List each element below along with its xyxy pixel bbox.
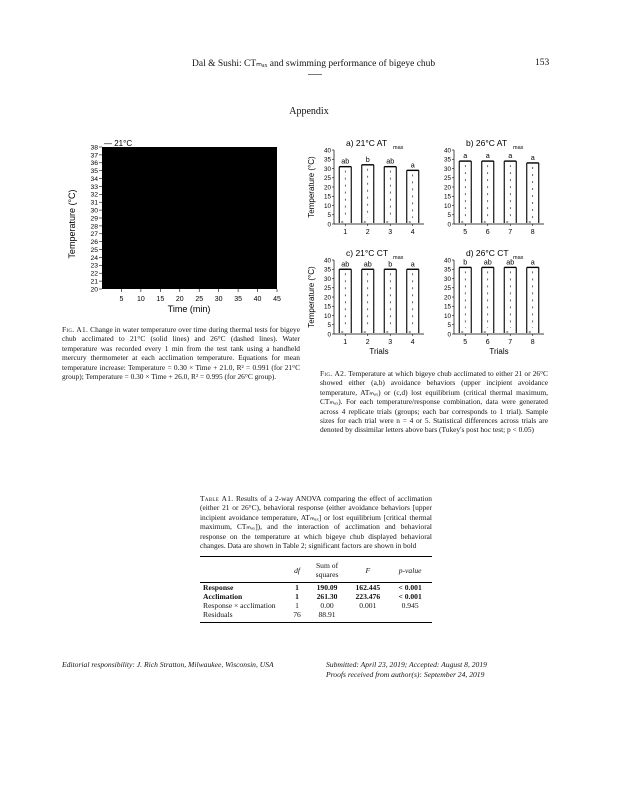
y-tick-label: 20 bbox=[323, 294, 331, 302]
y-tick-label: 38 bbox=[90, 144, 98, 152]
y-tick-label: 25 bbox=[90, 246, 98, 254]
y-tick-label: 35 bbox=[443, 266, 451, 274]
significance-letter: b bbox=[463, 257, 468, 267]
table-cell: < 0.001 bbox=[398, 592, 422, 601]
y-tick-label: 10 bbox=[443, 202, 451, 210]
x-tick-label: 30 bbox=[214, 296, 223, 303]
y-tick-label: 10 bbox=[323, 202, 331, 210]
y-tick-label: 15 bbox=[323, 303, 331, 311]
table-cell bbox=[388, 610, 432, 619]
table-cell: Residuals bbox=[203, 610, 233, 619]
submission-dates: Submitted: April 23, 2019; Accepted: August 8, 2019 bbox=[326, 660, 487, 669]
fig-a2-caption bbox=[320, 369, 548, 435]
x-tick-label: 20 bbox=[175, 296, 184, 303]
bar bbox=[339, 269, 351, 333]
bar bbox=[407, 269, 419, 333]
x-tick-label: 10 bbox=[136, 296, 145, 303]
table-header-cell bbox=[200, 561, 287, 579]
table-row bbox=[200, 583, 432, 592]
y-tick-label: 31 bbox=[90, 199, 98, 207]
y-tick-label: 28 bbox=[90, 223, 98, 231]
y-tick-label: 35 bbox=[323, 156, 331, 164]
y-tick-label: 20 bbox=[443, 294, 451, 302]
panel-xlabel: Trials bbox=[489, 347, 509, 356]
x-tick-label: 4 bbox=[410, 229, 415, 236]
bar bbox=[504, 161, 516, 223]
figure-a2 bbox=[304, 130, 564, 366]
bar bbox=[407, 170, 419, 223]
fig-a1-legend: — 21°C bbox=[104, 139, 133, 148]
x-tick-label: 2 bbox=[365, 339, 370, 346]
table-cell: 0.001 bbox=[359, 601, 377, 610]
table-cell: 190.09 bbox=[316, 583, 338, 592]
x-tick-label: 35 bbox=[234, 296, 243, 303]
table-header-cell: Sum of squares bbox=[315, 561, 339, 579]
y-tick-label: 35 bbox=[323, 266, 331, 274]
y-tick-label: 40 bbox=[443, 147, 451, 155]
x-tick-label: 3 bbox=[388, 229, 393, 236]
significance-letter: a bbox=[485, 151, 490, 161]
x-tick-label: 40 bbox=[253, 296, 262, 303]
x-tick-label: 1 bbox=[343, 339, 348, 346]
bar bbox=[527, 267, 539, 333]
proofs-received: Proofs received from author(s): September 24, 2019 bbox=[326, 670, 485, 679]
table-cell: 1 bbox=[295, 601, 299, 610]
y-tick-label: 40 bbox=[323, 147, 331, 155]
bar bbox=[362, 165, 374, 223]
y-tick-label: 0 bbox=[327, 221, 331, 229]
running-title: Dal & Sushi: CTₘₐₓ and swimming performance of bigeye chub bbox=[192, 59, 436, 69]
y-tick-label: 26 bbox=[90, 239, 98, 247]
x-tick-label: 5 bbox=[463, 339, 468, 346]
x-tick-label: 7 bbox=[508, 229, 513, 236]
panel-title: b) 26°C AT bbox=[466, 138, 508, 148]
table-cell: 0.945 bbox=[401, 601, 419, 610]
table-header-cell: df bbox=[294, 565, 300, 575]
table-a1 bbox=[200, 556, 432, 623]
y-tick-label: 33 bbox=[90, 183, 98, 191]
table-cell: Response × acclimation bbox=[203, 601, 276, 610]
y-tick-label: 23 bbox=[90, 262, 98, 270]
table-header-cell: p-value bbox=[398, 565, 422, 575]
y-tick-label: 5 bbox=[447, 322, 451, 330]
fig-a1-y-ticks bbox=[90, 144, 102, 293]
x-tick-label: 2 bbox=[365, 229, 370, 236]
table-cell: 76 bbox=[293, 610, 301, 619]
x-tick-label: 25 bbox=[195, 296, 204, 303]
x-tick-label: 4 bbox=[410, 339, 415, 346]
significance-letter: ab bbox=[341, 156, 350, 166]
y-tick-label: 25 bbox=[323, 175, 331, 183]
table-a1-caption bbox=[200, 494, 432, 550]
table-cell: Acclimation bbox=[203, 592, 243, 601]
x-tick-label: 6 bbox=[485, 339, 490, 346]
significance-letter: a bbox=[530, 152, 535, 162]
y-tick-label: 10 bbox=[443, 312, 451, 320]
fig-a2-panel bbox=[444, 248, 544, 356]
bar bbox=[362, 269, 374, 333]
significance-letter: a bbox=[410, 259, 415, 269]
header-rule bbox=[308, 74, 322, 75]
significance-letter: ab bbox=[341, 259, 350, 269]
y-tick-label: 29 bbox=[90, 215, 98, 223]
significance-letter: ab bbox=[506, 257, 515, 267]
y-tick-label: 10 bbox=[323, 312, 331, 320]
significance-letter: ab bbox=[363, 259, 372, 269]
y-tick-label: 20 bbox=[323, 184, 331, 192]
x-tick-label: 5 bbox=[463, 229, 468, 236]
y-tick-label: 21 bbox=[90, 278, 98, 286]
panel-title-subscript: max bbox=[393, 255, 404, 261]
panel-xlabel: Trials bbox=[369, 347, 389, 356]
fig-a2-panel bbox=[307, 248, 424, 356]
bar bbox=[384, 167, 396, 223]
bar bbox=[527, 163, 539, 223]
table-cell: 261.30 bbox=[316, 592, 338, 601]
fig-a1-plot-area bbox=[102, 147, 277, 289]
panel-ylabel: Temperature (°C) bbox=[307, 266, 316, 328]
bar bbox=[384, 269, 396, 333]
table-cell: 162.445 bbox=[355, 583, 381, 592]
x-tick-label: 6 bbox=[485, 229, 490, 236]
fig-a2-caption-text: Temperature at which bigeye chub acclimated to either 21 or 26°C showed either (a,b) avoidance behaviors (upper incipient avoidance temperature, ATₘₐₓ) or (c,d) lost equilibrium (critical thermal maximum, CTₘₐₓ). For each temperature/response combination, data were generated across 4 replicate trials (groups; each bar corresponds to 1 trial). Sample sizes for each trial were n = 4 or 5. Statistical differences across trials are denoted by dissimilar letters above bars (Tukey's post hoc test; p < 0.05) bbox=[320, 369, 548, 435]
y-tick-label: 20 bbox=[443, 184, 451, 192]
y-tick-label: 0 bbox=[447, 221, 451, 229]
fig-a1-x-ticks bbox=[119, 289, 281, 303]
panel-title-subscript: max bbox=[513, 145, 524, 151]
x-tick-label: 8 bbox=[530, 339, 535, 346]
y-tick-label: 37 bbox=[90, 152, 98, 160]
x-tick-label: 7 bbox=[508, 339, 513, 346]
table-cell: Response bbox=[203, 583, 234, 592]
table-header-cell: F bbox=[365, 565, 371, 575]
table-a1-caption-text: Results of a 2-way ANOVA comparing the effect of acclimation (either 21 or 26°C), behavioral response (either avoidance behaviors [upper incipient avoidance temperature, ATₘₐₓ] or lost equilibrium [critical thermal maximum, CTₘₐₓ]), and the interaction of acclimation and behavioral response on the temperature at which bigeye chub displayed behavioral changes. Data are shown in Table 2; significant factors are shown in bold bbox=[200, 494, 432, 551]
significance-letter: ab bbox=[386, 156, 395, 166]
figure-a1 bbox=[62, 136, 302, 314]
table-cell: < 0.001 bbox=[398, 583, 422, 592]
table-row bbox=[200, 592, 432, 601]
y-tick-label: 34 bbox=[90, 175, 98, 183]
y-tick-label: 15 bbox=[443, 193, 451, 201]
y-tick-label: 15 bbox=[323, 193, 331, 201]
table-row bbox=[200, 610, 432, 619]
fig-a1-caption-text: Change in water temperature over time during thermal tests for bigeye chub acclimated to 21°C (solid lines) and 26°C (dashed lines). Water temperature was recorded every 1 min from the test tank using a handheld mercury thermometer at each acclimation temperature. Equations for mean temperature increase: Temperature = 0.30 × Time + 21.0, R² = 0.991 (for 21°C group); Temperature = 0.30 × Time + 26.0, R² = 0.995 (for 26°C group). bbox=[62, 325, 300, 382]
y-tick-label: 0 bbox=[327, 331, 331, 339]
fig-a2-panel bbox=[307, 138, 424, 236]
y-tick-label: 40 bbox=[323, 257, 331, 265]
significance-letter: b bbox=[365, 154, 370, 164]
y-tick-label: 30 bbox=[443, 275, 451, 283]
y-tick-label: 15 bbox=[443, 303, 451, 311]
y-tick-label: 24 bbox=[90, 254, 98, 262]
table-row bbox=[200, 601, 432, 610]
panel-title-subscript: max bbox=[393, 145, 404, 151]
significance-letter: a bbox=[530, 257, 535, 267]
y-tick-label: 20 bbox=[90, 286, 98, 294]
y-tick-label: 25 bbox=[323, 285, 331, 293]
table-cell: 223.476 bbox=[355, 592, 381, 601]
fig-a2-panel bbox=[444, 138, 544, 236]
y-tick-label: 5 bbox=[327, 212, 331, 220]
editorial-responsibility: Editorial responsibility: J. Rich Stratton, Milwaukee, Wisconsin, USA bbox=[62, 660, 274, 669]
table-cell bbox=[347, 610, 388, 619]
y-tick-label: 36 bbox=[90, 160, 98, 168]
table-a1-caption-label: Table A1. bbox=[200, 494, 234, 503]
y-tick-label: 27 bbox=[90, 231, 98, 239]
fig-a1-caption bbox=[62, 325, 300, 381]
y-tick-label: 35 bbox=[90, 168, 98, 176]
x-tick-label: 45 bbox=[273, 296, 281, 303]
y-tick-label: 30 bbox=[323, 165, 331, 173]
y-tick-label: 5 bbox=[327, 322, 331, 330]
y-tick-label: 25 bbox=[443, 175, 451, 183]
y-tick-label: 0 bbox=[447, 331, 451, 339]
panel-ylabel: Temperature (°C) bbox=[307, 156, 316, 218]
bar bbox=[482, 161, 494, 223]
bar bbox=[459, 267, 471, 333]
significance-letter: b bbox=[388, 259, 393, 269]
x-tick-label: 8 bbox=[530, 229, 535, 236]
panel-title-subscript: max bbox=[513, 255, 524, 261]
y-tick-label: 5 bbox=[447, 212, 451, 220]
significance-letter: ab bbox=[483, 257, 492, 267]
bar bbox=[339, 167, 351, 223]
table-cell: 88.91 bbox=[318, 610, 336, 619]
bar bbox=[482, 267, 494, 333]
y-tick-label: 30 bbox=[90, 207, 98, 215]
page-number: 153 bbox=[535, 58, 550, 68]
x-tick-label: 1 bbox=[343, 229, 348, 236]
y-tick-label: 30 bbox=[443, 165, 451, 173]
x-tick-label: 5 bbox=[119, 296, 124, 303]
fig-a1-xlabel: Time (min) bbox=[167, 304, 211, 314]
fig-a1-ylabel: Temperature (°C) bbox=[67, 189, 77, 259]
x-tick-label: 15 bbox=[156, 296, 165, 303]
significance-letter: a bbox=[410, 160, 415, 170]
fig-a2-caption-label: Fig. A2. bbox=[320, 369, 347, 378]
y-tick-label: 32 bbox=[90, 191, 98, 199]
panel-title: a) 21°C AT bbox=[346, 138, 388, 148]
table-header-row bbox=[200, 561, 432, 579]
x-tick-label: 3 bbox=[388, 339, 393, 346]
fig-a1-caption-label: Fig. A1. bbox=[62, 325, 89, 334]
significance-letter: a bbox=[508, 151, 513, 161]
table-cell: 0.00 bbox=[320, 601, 334, 610]
bar bbox=[459, 161, 471, 223]
panel-title: c) 21°C CT bbox=[346, 248, 389, 258]
y-tick-label: 22 bbox=[90, 270, 98, 278]
y-tick-label: 25 bbox=[443, 285, 451, 293]
y-tick-label: 40 bbox=[443, 257, 451, 265]
y-tick-label: 30 bbox=[323, 275, 331, 283]
table-cell: 1 bbox=[295, 583, 299, 592]
table-cell: 1 bbox=[295, 592, 299, 601]
section-title: Appendix bbox=[289, 106, 329, 117]
bar bbox=[504, 267, 516, 333]
significance-letter: a bbox=[463, 151, 468, 161]
panel-title: d) 26°C CT bbox=[466, 248, 509, 258]
y-tick-label: 35 bbox=[443, 156, 451, 164]
